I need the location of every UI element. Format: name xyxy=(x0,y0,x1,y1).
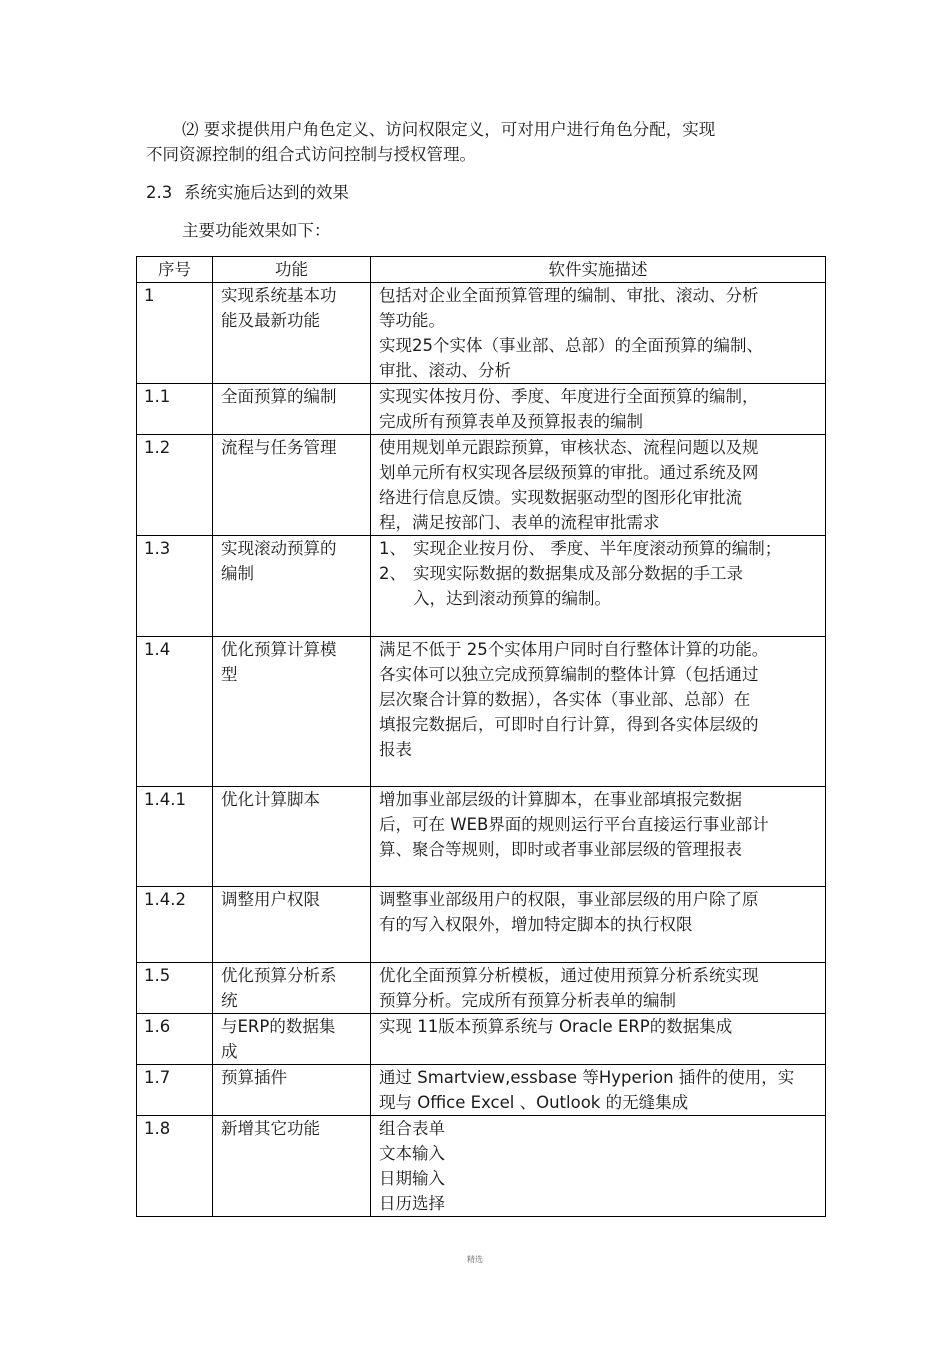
description-line: 满足不低于 25个实体用户同时自行整体计算的功能。 xyxy=(379,640,769,659)
description-line: 报表 xyxy=(379,740,412,759)
list-item-number: 2、 xyxy=(379,564,406,583)
function-line: 成 xyxy=(221,1042,238,1061)
header-function: 功能 xyxy=(213,257,371,283)
row-number: 1.2 xyxy=(137,435,213,536)
description-line: 增加事业部层级的计算脚本，在事业部填报完数据 xyxy=(379,790,742,809)
table-row xyxy=(137,384,826,435)
row-number: 1.5 xyxy=(137,963,213,1014)
row-description xyxy=(371,887,826,963)
list-item-continuation: 入，达到滚动预算的编制。 xyxy=(413,589,611,608)
row-number: 1.6 xyxy=(137,1014,213,1065)
function-line: 新增其它功能 xyxy=(221,1119,320,1138)
row-description xyxy=(371,963,826,1014)
table-row xyxy=(137,536,826,637)
list-item xyxy=(379,561,819,611)
row-description xyxy=(371,1065,826,1116)
table-row xyxy=(137,887,826,963)
table-row xyxy=(137,1014,826,1065)
function-line: 编制 xyxy=(221,564,254,583)
function-line: 流程与任务管理 xyxy=(221,438,337,457)
function-line: 型 xyxy=(221,665,238,684)
page-footer: 精选 xyxy=(467,1255,483,1264)
row-number: 1.4.2 xyxy=(137,887,213,963)
table-row xyxy=(137,1116,826,1217)
description-line: 实现实体按月份、季度、年度进行全面预算的编制， xyxy=(379,387,759,406)
table-header-row xyxy=(137,257,826,283)
intro-text: 主要功能效果如下： xyxy=(182,221,331,240)
row-number: 1.3 xyxy=(137,536,213,637)
row-function xyxy=(213,384,371,435)
function-line: 与ERP的数据集 xyxy=(221,1017,336,1036)
row-number: 1.7 xyxy=(137,1065,213,1116)
description-line: 调整事业部级用户的权限，事业部层级的用户除了原 xyxy=(379,890,759,909)
description-line: 审批、滚动、分析 xyxy=(379,361,511,380)
row-function xyxy=(213,1065,371,1116)
description-line: 优化全面预算分析模板，通过使用预算分析系统实现 xyxy=(379,966,759,985)
description-line: 组合表单 xyxy=(379,1119,445,1138)
description-line: 文本输入 xyxy=(379,1144,445,1163)
description-line: 实现 11版本预算系统与 Oracle ERP的数据集成 xyxy=(379,1017,733,1036)
description-line: 各实体可以独立完成预算编制的整体计算（包括通过 xyxy=(379,665,759,684)
function-table xyxy=(136,256,826,1217)
function-line: 实现系统基本功 xyxy=(221,286,337,305)
description-line: 程，满足按部门、表单的流程审批需求 xyxy=(379,513,660,532)
header-number: 序号 xyxy=(137,257,213,283)
function-line: 优化预算计算模 xyxy=(221,640,337,659)
description-line: 通过 Smartview,essbase 等Hyperion 插件的使用，实 xyxy=(379,1068,795,1087)
description-line: 算、聚合等规则，即时或者事业部层级的管理报表 xyxy=(379,840,742,859)
row-number: 1.8 xyxy=(137,1116,213,1217)
paragraph-line-1: ⑵ 要求提供用户角色定义、访问权限定义，可对用户进行角色分配，实现 xyxy=(182,120,716,139)
description-line: 现与 Office Excel 、Outlook 的无缝集成 xyxy=(379,1093,689,1112)
function-line: 优化预算分析系 xyxy=(221,966,337,985)
description-line: 日历选择 xyxy=(379,1194,445,1213)
header-description: 软件实施描述 xyxy=(371,257,826,283)
row-function xyxy=(213,963,371,1014)
row-number: 1 xyxy=(137,283,213,384)
row-function xyxy=(213,1014,371,1065)
row-description xyxy=(371,536,826,637)
row-description xyxy=(371,435,826,536)
description-line: 预算分析。完成所有预算分析表单的编制 xyxy=(379,991,676,1010)
section-number: 2.3 xyxy=(146,183,173,202)
list-item xyxy=(379,536,819,561)
table-row xyxy=(137,787,826,887)
row-description xyxy=(371,384,826,435)
row-number: 1.4 xyxy=(137,637,213,787)
row-description xyxy=(371,637,826,787)
table-row xyxy=(137,637,826,787)
description-line: 使用规划单元跟踪预算，审核状态、流程问题以及规 xyxy=(379,438,759,457)
row-description xyxy=(371,1014,826,1065)
row-function xyxy=(213,283,371,384)
description-line: 填报完数据后，可即时自行计算，得到各实体层级的 xyxy=(379,715,759,734)
description-line: 完成所有预算表单及预算报表的编制 xyxy=(379,412,643,431)
table-row xyxy=(137,283,826,384)
paragraph-line-2: 不同资源控制的组合式访问控制与授权管理。 xyxy=(146,145,476,164)
row-description xyxy=(371,1116,826,1217)
table-row xyxy=(137,963,826,1014)
description-line: 包括对企业全面预算管理的编制、审批、滚动、分析 xyxy=(379,286,759,305)
row-function xyxy=(213,536,371,637)
row-function xyxy=(213,887,371,963)
function-line: 统 xyxy=(221,991,238,1010)
row-function xyxy=(213,637,371,787)
list-item-text: 实现企业按月份、 季度、半年度滚动预算的编制； xyxy=(413,539,782,558)
description-line: 划单元所有权实现各层级预算的审批。通过系统及网 xyxy=(379,463,759,482)
description-line: 实现25个实体（事业部、总部）的全面预算的编制、 xyxy=(379,336,763,355)
row-function xyxy=(213,1116,371,1217)
function-line: 优化计算脚本 xyxy=(221,790,320,809)
list-item-text: 实现实际数据的数据集成及部分数据的手工录 xyxy=(413,564,743,583)
description-line: 等功能。 xyxy=(379,311,445,330)
row-description xyxy=(371,283,826,384)
row-function xyxy=(213,787,371,887)
description-line: 后，可在 WEB界面的规则运行平台直接运行事业部计 xyxy=(379,815,769,834)
function-line: 能及最新功能 xyxy=(221,311,320,330)
description-line: 层次聚合计算的数据），各实体（事业部、总部）在 xyxy=(379,690,751,709)
row-description xyxy=(371,787,826,887)
row-number: 1.4.1 xyxy=(137,787,213,887)
function-line: 实现滚动预算的 xyxy=(221,539,337,558)
table-row xyxy=(137,435,826,536)
description-line: 有的写入权限外，增加特定脚本的执行权限 xyxy=(379,915,693,934)
row-number: 1.1 xyxy=(137,384,213,435)
function-line: 全面预算的编制 xyxy=(221,387,337,406)
list-item-number: 1、 xyxy=(379,539,406,558)
row-function xyxy=(213,435,371,536)
description-line: 络进行信息反馈。实现数据驱动型的图形化审批流 xyxy=(379,488,742,507)
function-line: 调整用户权限 xyxy=(221,890,320,909)
description-line: 日期输入 xyxy=(379,1169,445,1188)
section-title: 系统实施后达到的效果 xyxy=(184,183,349,202)
function-line: 预算插件 xyxy=(221,1068,287,1087)
table-row xyxy=(137,1065,826,1116)
